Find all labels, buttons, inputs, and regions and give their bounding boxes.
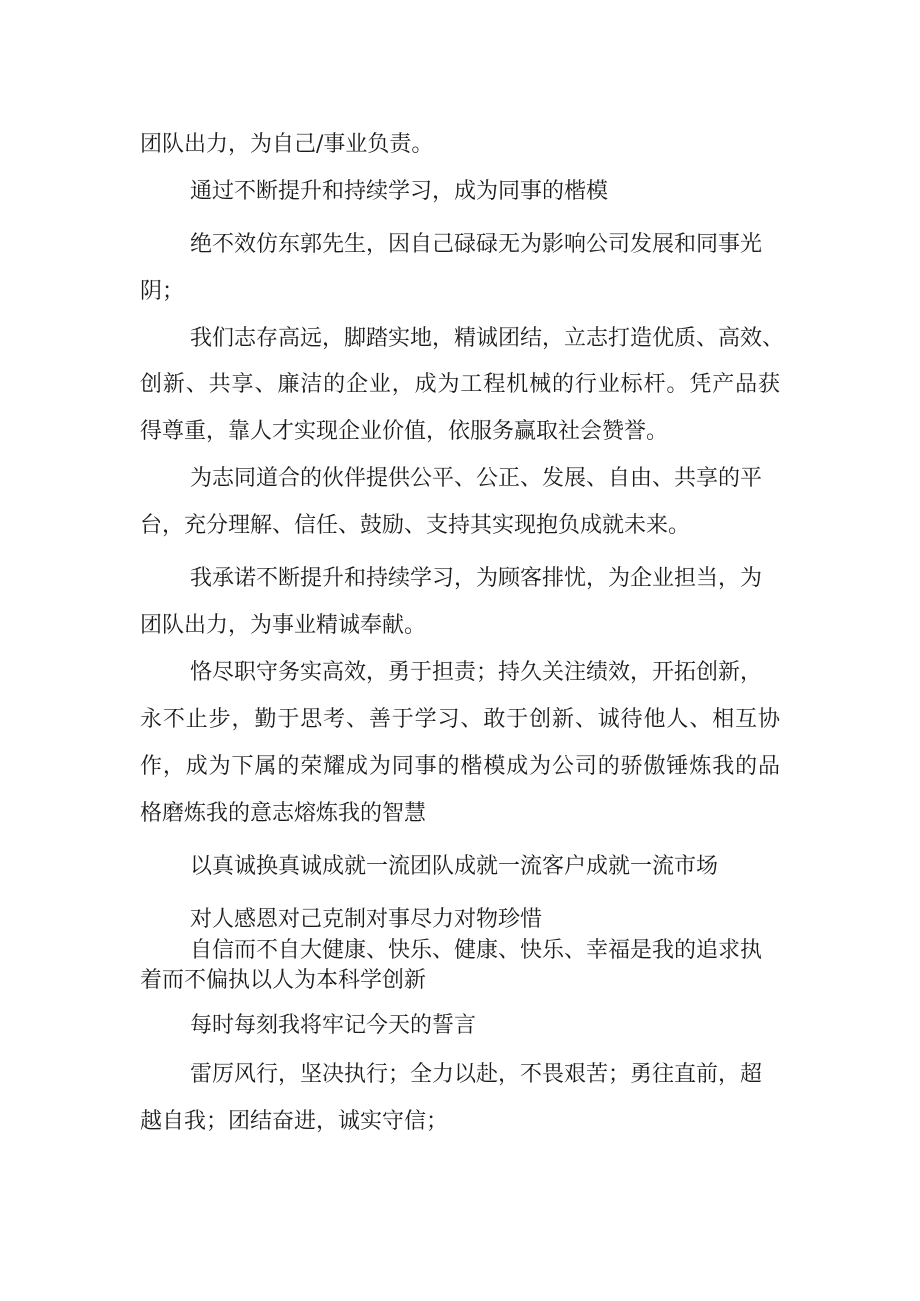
text-line-6: 创新、共享、廉洁的企业，成为工程机械的行业标杆。凭产品获 bbox=[140, 372, 780, 397]
text-line-14: 作，成为下属的荣耀成为同事的楷模成为公司的骄傲锤炼我的品 bbox=[140, 754, 780, 779]
text-line-3: 绝不效仿东郭先生，因自己碌碌无为影响公司发展和同事光 bbox=[190, 232, 763, 257]
text-line-21: 雷厉风行，坚决执行；全力以赴，不畏艰苦；勇往直前，超 bbox=[190, 1062, 763, 1087]
text-line-17: 对人感恩对己克制对事尽力对物珍惜 bbox=[190, 907, 543, 932]
text-line-13: 永不止步，勤于思考、善于学习、敢于创新、诚待他人、相互协 bbox=[140, 707, 780, 732]
text-line-22: 越自我；团结奋进，诚实守信； bbox=[140, 1109, 449, 1134]
text-line-4: 阴； bbox=[140, 279, 185, 304]
text-line-18: 自信而不自大健康、快乐、健康、快乐、幸福是我的追求执 bbox=[190, 938, 763, 963]
text-line-9: 台，充分理解、信任、鼓励、支持其实现抱负成就未来。 bbox=[140, 513, 691, 538]
text-line-7: 得尊重，靠人才实现企业价值，依服务赢取社会赞誉。 bbox=[140, 419, 669, 444]
text-line-11: 团队出力，为事业精诚奉献。 bbox=[140, 613, 427, 638]
text-line-10: 我承诺不断提升和持续学习，为顾客排忧，为企业担当，为 bbox=[190, 566, 763, 591]
text-line-5: 我们志存高远，脚踏实地，精诚团结，立志打造优质、高效、 bbox=[190, 326, 785, 351]
text-line-20: 每时每刻我将牢记今天的誓言 bbox=[190, 1013, 477, 1038]
text-line-19: 着而不偏执以人为本科学创新 bbox=[140, 968, 427, 993]
text-line-15: 格磨炼我的意志熔炼我的智慧 bbox=[140, 801, 427, 826]
text-line-8: 为志同道合的伙伴提供公平、公正、发展、自由、共享的平 bbox=[190, 466, 763, 491]
text-line-16: 以真诚换真诚成就一流团队成就一流客户成就一流市场 bbox=[190, 854, 719, 879]
text-line-2: 通过不断提升和持续学习，成为同事的楷模 bbox=[190, 179, 609, 204]
text-line-12: 恪尽职守务实高效，勇于担责；持久关注绩效，开拓创新， bbox=[190, 660, 763, 685]
text-line-1: 团队出力，为自己/事业负责。 bbox=[140, 132, 434, 157]
